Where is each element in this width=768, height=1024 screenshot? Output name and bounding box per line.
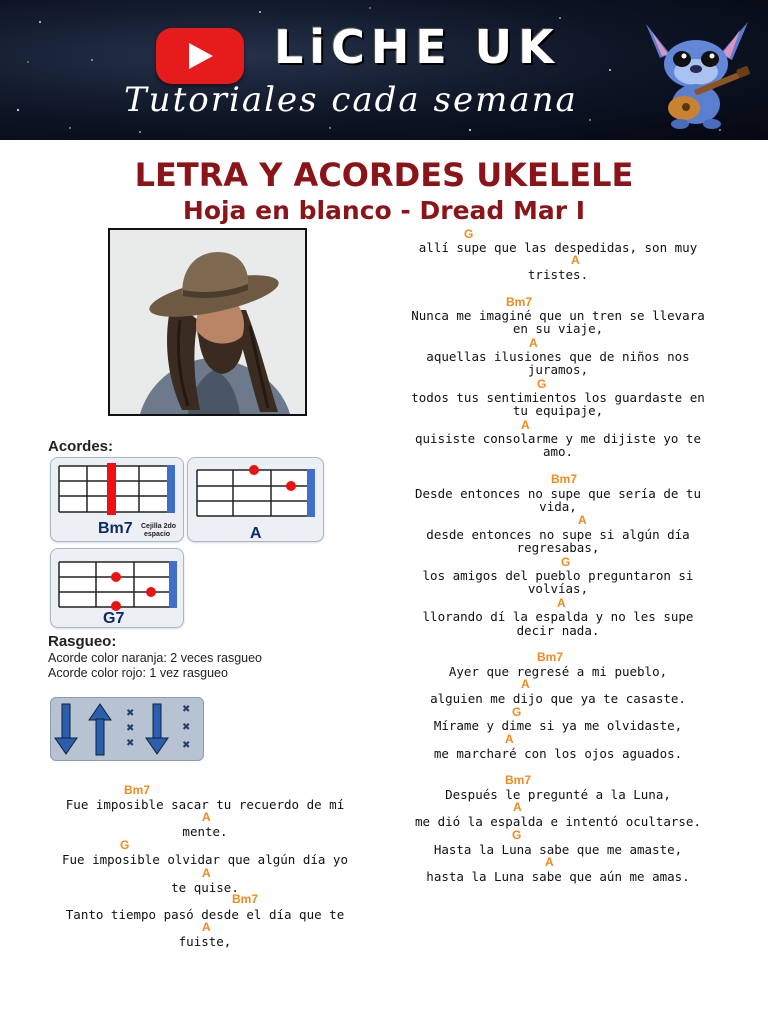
- lyric-line: todos tus sentimientos los guardaste en: [411, 390, 705, 405]
- svg-text:✖: ✖: [126, 723, 135, 734]
- lyric-line: Fue imposible sacar tu recuerdo de mí: [65, 797, 345, 812]
- chord-name-g7: G7: [103, 610, 125, 627]
- chord-label: A: [529, 336, 538, 350]
- chord-label: A: [557, 596, 566, 610]
- lyric-line: mente.: [182, 824, 228, 839]
- lyric-line: Tanto tiempo pasó desde el día que te: [65, 907, 345, 922]
- chord-name-bm7: Bm7: [98, 520, 133, 537]
- mute-x-icons: [126, 708, 134, 749]
- chord-name-a: A: [250, 525, 262, 542]
- finger-dot: [286, 481, 296, 491]
- svg-text:✖: ✖: [182, 740, 191, 751]
- lyric-line: te quise.: [171, 880, 239, 895]
- barre-marker: [107, 463, 116, 515]
- lyric-line: allí supe que las despedidas, son muy: [418, 240, 698, 255]
- chord-diagram-g7: [50, 548, 184, 628]
- chord-diagram-bm7: [50, 457, 184, 542]
- lyric-line: me dió la espalda e intentó ocultarse.: [415, 814, 701, 829]
- lyric-line: Hasta la Luna sabe que me amaste,: [433, 842, 683, 857]
- strum-label: Rasgueo:: [48, 633, 117, 650]
- arrow-down-icon: [146, 704, 168, 754]
- arrow-up-icon: [89, 704, 111, 755]
- strum-pattern: [50, 697, 204, 761]
- strum-rule-orange: Acorde color naranja: 2 veces rasgueo: [48, 651, 263, 665]
- svg-text:✖: ✖: [182, 704, 191, 715]
- finger-dot: [249, 465, 259, 475]
- chord-label: G: [537, 377, 547, 391]
- chord-label: G: [561, 555, 571, 569]
- lyric-line: me marcharé con los ojos aguados.: [433, 746, 683, 761]
- header-banner: [0, 0, 768, 140]
- lyric-line: los amigos del pueblo preguntaron si: [422, 568, 694, 583]
- chord-label: Bm7: [506, 295, 533, 309]
- song-subtitle: Hoja en blanco - Dread Mar I: [182, 196, 586, 225]
- chord-label: Bm7: [551, 472, 578, 486]
- chord-label: G: [512, 705, 522, 719]
- artist-photo: [108, 228, 307, 416]
- chord-label: A: [202, 920, 211, 934]
- lyric-line: desde entonces no supe si algún día: [426, 527, 690, 542]
- youtube-logo-icon: [156, 28, 244, 84]
- chord-label: G: [464, 227, 474, 241]
- chord-label: Bm7: [537, 650, 564, 664]
- chord-label: Bm7: [124, 783, 151, 797]
- lyric-line: quisiste consolarme y me dijiste yo te: [415, 431, 701, 446]
- lyric-line: Ayer que regresé a mi pueblo,: [448, 664, 668, 679]
- lyric-line: juramos,: [527, 362, 589, 377]
- strum-pattern-arrows: [51, 698, 205, 762]
- banner-tagline: Tutoriales cada semana: [124, 80, 578, 120]
- bm7-note-line2: espacio: [144, 531, 171, 538]
- lyric-line: Desde entonces no supe que sería de tu: [415, 486, 701, 501]
- bm7-note: [141, 523, 176, 539]
- chord-label: A: [578, 513, 587, 527]
- lyric-line: llorando dí la espalda y no les supe: [422, 609, 694, 624]
- strum-rule-red: Acorde color rojo: 1 vez rasgueo: [48, 666, 228, 680]
- chord-label: A: [202, 866, 211, 880]
- chord-label: A: [513, 800, 522, 814]
- lyric-line: tristes.: [527, 267, 589, 282]
- page-title: LETRA Y ACORDES UKELELE: [134, 156, 634, 194]
- chord-label: A: [505, 732, 514, 746]
- chord-label: A: [545, 855, 554, 869]
- lyric-line: tu equipaje,: [512, 403, 604, 418]
- lyric-line: Nunca me imaginé que un tren se llevara: [411, 308, 705, 323]
- chord-label: A: [521, 677, 530, 691]
- lyric-line: volvías,: [527, 581, 589, 596]
- lyric-line: alguien me dijo que ya te casaste.: [430, 691, 686, 706]
- lyric-line: aquellas ilusiones que de niños nos: [426, 349, 690, 364]
- channel-name: LiCHE UK: [274, 20, 560, 74]
- chord-label: Bm7: [232, 892, 259, 906]
- lyric-line: Mírame y dime si ya me olvidaste,: [433, 718, 683, 733]
- lyric-line: en su viaje,: [512, 321, 604, 336]
- arrow-down-icon: [55, 704, 77, 754]
- lyric-line: vida,: [539, 499, 577, 514]
- lyric-line: decir nada.: [516, 623, 600, 638]
- svg-text:✖: ✖: [126, 708, 135, 719]
- lyric-line: amo.: [542, 444, 574, 459]
- chord-label: G: [512, 828, 522, 842]
- lyric-line: fuiste,: [178, 934, 232, 949]
- lyric-line: regresabas,: [516, 540, 600, 555]
- chord-label: A: [571, 253, 580, 267]
- bm7-note-line1: Cejilla 2do: [141, 523, 177, 530]
- mute-x-icons: [182, 704, 190, 751]
- finger-dot: [111, 572, 121, 582]
- lyric-line: Después le pregunté a la Luna,: [445, 787, 671, 802]
- lyric-line: hasta la Luna sabe que aún me amas.: [426, 869, 690, 884]
- chord-label: G: [120, 838, 130, 852]
- svg-text:✖: ✖: [182, 722, 191, 733]
- svg-text:✖: ✖: [126, 738, 135, 749]
- artist-photo-image: [110, 230, 305, 414]
- finger-dot: [146, 587, 156, 597]
- play-icon: [189, 43, 213, 69]
- stitch-ukulele-mascot-icon: [640, 14, 755, 130]
- chord-label: A: [202, 810, 211, 824]
- chord-diagram-a: [187, 457, 324, 542]
- chords-label: Acordes:: [48, 438, 114, 455]
- chord-label: Bm7: [505, 773, 532, 787]
- lyric-line: Fue imposible olvidar que algún día yo: [62, 852, 348, 867]
- chord-label: A: [521, 418, 530, 432]
